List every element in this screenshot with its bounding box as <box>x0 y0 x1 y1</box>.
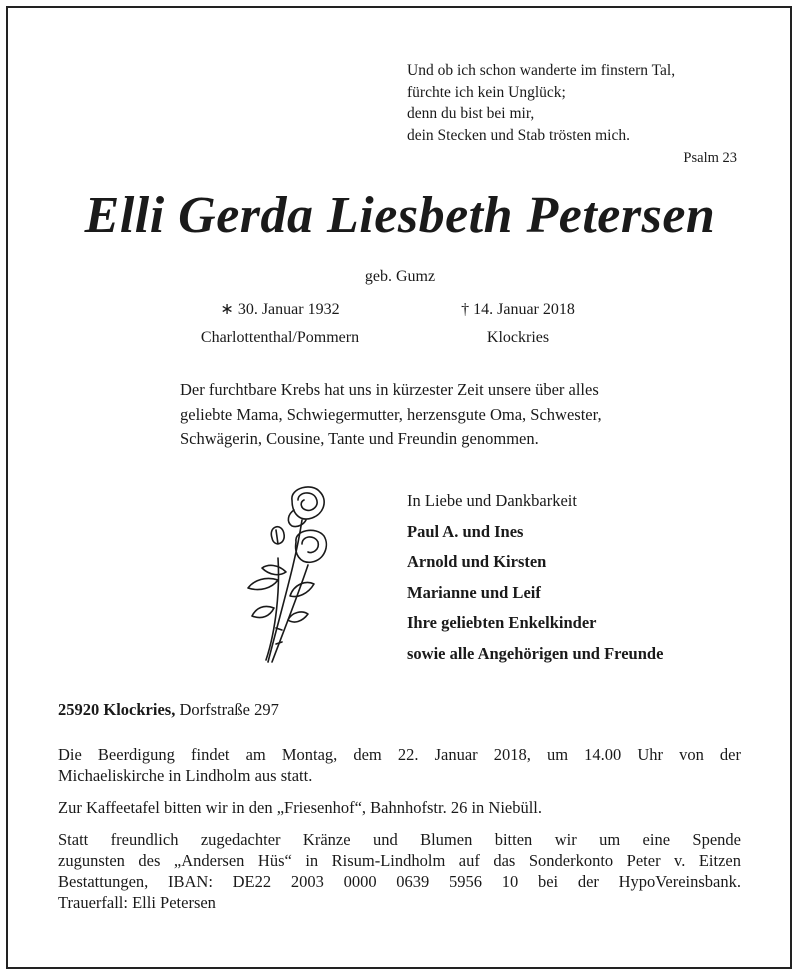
death-info <box>408 296 628 352</box>
coffee-text: Zur Kaffeetafel bitten wir in den „Friesenhof“, Bahnhofstr. 26 in Niebüll. <box>58 798 543 817</box>
address-postal-city: 25920 Klockries, <box>58 700 176 719</box>
intro-line: geliebte Mama, Schwiegermutter, herzensgute Oma, Schwester, <box>180 404 602 424</box>
donation-line: Bestattungen, IBAN: DE22 2003 0000 0639 5956 10 bei der HypoVereinsbank. <box>58 872 741 891</box>
mourner-name: Paul A. und Ines <box>407 521 524 541</box>
psalm-line: denn du bist bei mir, <box>407 105 535 122</box>
psalm-quote <box>407 60 737 170</box>
mourner-name: Marianne und Leif <box>407 582 541 602</box>
coffee-notice <box>58 797 741 818</box>
maiden-name: geb. Gumz <box>364 268 436 285</box>
rose-icon <box>232 480 342 670</box>
intro-text <box>180 378 720 452</box>
family-address <box>58 700 279 720</box>
funeral-line: Die Beerdigung findet am Montag, dem 22. Januar 2018, um 14.00 Uhr von der <box>58 745 741 764</box>
mourners-block <box>407 486 767 669</box>
birth-info <box>170 296 390 352</box>
birth-date: ∗ 30. Januar 1932 <box>220 301 340 318</box>
mourners-lead: In Liebe und Dankbarkeit <box>407 491 577 510</box>
intro-line: Der furchtbare Krebs hat uns in kürzester Zeit unsere über alles <box>180 380 599 399</box>
psalm-line: fürchte ich kein Unglück; <box>407 83 566 101</box>
birth-place: Charlottenthal/Pommern <box>200 329 360 346</box>
mourner-name: sowie alle Angehörigen und Freunde <box>407 643 664 663</box>
donation-line: zugunsten des „Andersen Hüs“ in Risum-Lindholm auf das Sonderkonto Peter v. Eitzen <box>58 851 741 870</box>
funeral-notice <box>58 744 741 786</box>
death-place: Klockries <box>486 329 550 346</box>
address-street: Dorfstraße 297 <box>179 700 279 719</box>
funeral-line: Michaeliskirche in Lindholm aus statt. <box>58 766 313 785</box>
intro-line: Schwägerin, Cousine, Tante und Freundin genommen. <box>180 429 539 448</box>
mourner-name: Arnold und Kirsten <box>407 552 547 571</box>
donation-line: Trauerfall: Elli Petersen <box>58 893 216 912</box>
donation-notice <box>58 829 741 913</box>
mourner-name: Ihre geliebten Enkelkinder <box>407 613 597 632</box>
psalm-line: dein Stecken und Stab trösten mich. <box>407 126 630 144</box>
death-date: † 14. Januar 2018 <box>461 301 575 318</box>
psalm-line: Und ob ich schon wanderte im finstern Tal, <box>407 62 676 79</box>
psalm-reference: Psalm 23 <box>683 150 737 166</box>
deceased-name: Elli Gerda Liesbeth Petersen <box>84 187 716 244</box>
donation-line: Statt freundlich zugedachter Kränze und Blumen bitten wir um eine Spende <box>58 830 741 849</box>
